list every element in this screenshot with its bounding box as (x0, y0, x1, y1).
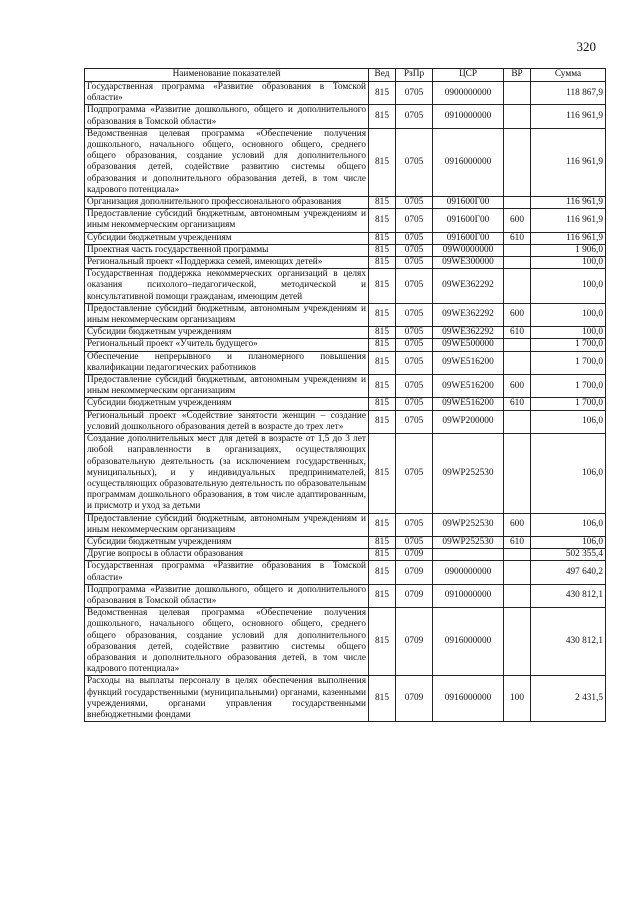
page-number: 320 (576, 39, 596, 54)
row-rzpr-cell: 0705 (396, 434, 433, 513)
row-sum-cell: 106,0 (531, 434, 606, 513)
row-sum-cell: 100,0 (531, 327, 606, 339)
row-rzpr-cell: 0705 (396, 209, 433, 232)
row-rzpr-cell: 0705 (396, 105, 433, 128)
table-row (85, 303, 606, 326)
row-csr-cell: 09WE362292 (433, 303, 504, 326)
row-ved-cell: 815 (369, 327, 396, 339)
row-ved-cell: 815 (369, 561, 396, 584)
header-csr: ЦСР (433, 69, 504, 82)
row-sum-cell: 430 812,1 (531, 608, 606, 676)
row-csr-cell: 0916000000 (433, 128, 504, 196)
row-rzpr-cell: 0705 (396, 375, 433, 398)
table-body (85, 82, 606, 722)
row-csr-cell: 09WE516200 (433, 351, 504, 374)
row-name-cell: Субсидии бюджетным учреждениям (85, 398, 369, 410)
table-row (85, 398, 606, 410)
row-vr-cell (504, 82, 531, 105)
row-ved-cell: 815 (369, 339, 396, 351)
table-row (85, 549, 606, 561)
row-sum-cell: 118 867,9 (531, 82, 606, 105)
row-sum-cell: 497 640,2 (531, 561, 606, 584)
row-csr-cell: 0910000000 (433, 584, 504, 607)
table-row (85, 513, 606, 536)
row-name-cell: Предоставление субсидий бюджетным, автономным учреждениям и иным некоммерческим организациям (85, 375, 369, 398)
row-name-cell: Ведомственная целевая программа «Обеспечение получения дошкольного, начального общего, основного общего, среднего общего образования, создание условий для дополнительного образования детей, содействие развитию системы общего образования и дополнительного образования детей, в том числе кадрового потенциала» (85, 128, 369, 196)
row-ved-cell: 815 (369, 303, 396, 326)
row-sum-cell: 1 700,0 (531, 375, 606, 398)
row-ved-cell: 815 (369, 82, 396, 105)
row-rzpr-cell: 0709 (396, 676, 433, 722)
row-name-cell: Обеспечение непрерывного и планомерного повышения квалификации педагогических работников (85, 351, 369, 374)
row-vr-cell: 610 (504, 232, 531, 244)
row-csr-cell: 09WE362292 (433, 327, 504, 339)
row-ved-cell: 815 (369, 584, 396, 607)
row-rzpr-cell: 0705 (396, 410, 433, 433)
row-ved-cell: 815 (369, 351, 396, 374)
row-name-cell: Ведомственная целевая программа «Обеспечение получения дошкольного, начального общего, основного общего, среднего общего образования, создание условий для дополнительного образования детей, содействие развитию системы общего образования и дополнительного образования детей, в том числе кадрового потенциала» (85, 608, 369, 676)
row-sum-cell: 1 700,0 (531, 398, 606, 410)
row-vr-cell (504, 197, 531, 209)
table-row (85, 584, 606, 607)
row-name-cell: Субсидии бюджетным учреждениям (85, 232, 369, 244)
table-header-row (85, 69, 606, 82)
row-csr-cell: 0916000000 (433, 608, 504, 676)
row-csr-cell: 091600Г00 (433, 197, 504, 209)
row-name-cell: Предоставление субсидий бюджетным, автономным учреждениям и иным некоммерческим организациям (85, 513, 369, 536)
row-ved-cell: 815 (369, 434, 396, 513)
row-vr-cell: 600 (504, 375, 531, 398)
row-rzpr-cell: 0705 (396, 257, 433, 269)
row-name-cell: Субсидии бюджетным учреждениям (85, 327, 369, 339)
row-name-cell: Региональный проект «Поддержка семей, имеющих детей» (85, 257, 369, 269)
row-ved-cell: 815 (369, 536, 396, 548)
table-row (85, 209, 606, 232)
row-csr-cell: 09WP252530 (433, 536, 504, 548)
row-vr-cell (504, 434, 531, 513)
row-sum-cell: 106,0 (531, 513, 606, 536)
row-sum-cell: 502 355,4 (531, 549, 606, 561)
row-vr-cell (504, 351, 531, 374)
row-rzpr-cell: 0705 (396, 398, 433, 410)
row-vr-cell (504, 105, 531, 128)
row-name-cell: Предоставление субсидий бюджетным, автономным учреждениям и иным некоммерческим организациям (85, 303, 369, 326)
row-ved-cell: 815 (369, 676, 396, 722)
row-csr-cell: 09WE500000 (433, 339, 504, 351)
row-rzpr-cell: 0705 (396, 244, 433, 256)
row-csr-cell: 09WE516200 (433, 398, 504, 410)
row-csr-cell: 09WE362292 (433, 269, 504, 304)
row-rzpr-cell: 0709 (396, 584, 433, 607)
row-csr-cell: 091600Г00 (433, 209, 504, 232)
row-ved-cell: 815 (369, 105, 396, 128)
row-rzpr-cell: 0705 (396, 351, 433, 374)
row-name-cell: Региональный проект «Учитель будущего» (85, 339, 369, 351)
row-vr-cell (504, 269, 531, 304)
row-vr-cell (504, 339, 531, 351)
row-name-cell: Подпрограмма «Развитие дошкольного, общего и дополнительного образования в Томской области» (85, 584, 369, 607)
row-rzpr-cell: 0705 (396, 327, 433, 339)
row-name-cell: Государственная поддержка некоммерческих организаций в целях оказания психолого–педагогической, методической и консультативной помощи гражданам, имеющим детей (85, 269, 369, 304)
row-sum-cell: 116 961,9 (531, 105, 606, 128)
row-vr-cell: 600 (504, 303, 531, 326)
row-ved-cell: 815 (369, 608, 396, 676)
row-sum-cell: 1 700,0 (531, 339, 606, 351)
row-sum-cell: 106,0 (531, 536, 606, 548)
row-ved-cell: 815 (369, 209, 396, 232)
budget-table (84, 68, 606, 722)
row-ved-cell: 815 (369, 232, 396, 244)
row-vr-cell (504, 584, 531, 607)
row-vr-cell: 610 (504, 327, 531, 339)
row-csr-cell: 09W0000000 (433, 244, 504, 256)
row-ved-cell: 815 (369, 257, 396, 269)
row-vr-cell: 600 (504, 209, 531, 232)
row-csr-cell: 09WP252530 (433, 513, 504, 536)
table-row (85, 257, 606, 269)
table-row (85, 339, 606, 351)
row-rzpr-cell: 0709 (396, 561, 433, 584)
row-name-cell: Расходы на выплаты персоналу в целях обеспечения выполнения функций государственными (муниципальными) органами, казенными учреждениями, органами управления государственными внебюджетными фондами (85, 676, 369, 722)
row-rzpr-cell: 0705 (396, 128, 433, 196)
table-row (85, 105, 606, 128)
row-rzpr-cell: 0709 (396, 549, 433, 561)
table-row (85, 232, 606, 244)
row-csr-cell: 091600Г00 (433, 232, 504, 244)
row-name-cell: Другие вопросы в области образования (85, 549, 369, 561)
table-row (85, 351, 606, 374)
table-row (85, 410, 606, 433)
row-sum-cell: 100,0 (531, 257, 606, 269)
row-sum-cell: 116 961,9 (531, 232, 606, 244)
row-csr-cell: 0916000000 (433, 676, 504, 722)
row-name-cell: Предоставление субсидий бюджетным, автономным учреждениям и иным некоммерческим организациям (85, 209, 369, 232)
row-vr-cell: 100 (504, 676, 531, 722)
row-csr-cell: 0910000000 (433, 105, 504, 128)
row-csr-cell: 0900000000 (433, 561, 504, 584)
row-vr-cell: 610 (504, 398, 531, 410)
row-rzpr-cell: 0705 (396, 513, 433, 536)
header-vr: ВР (504, 69, 531, 82)
row-name-cell: Государственная программа «Развитие образования в Томской области» (85, 82, 369, 105)
row-vr-cell (504, 608, 531, 676)
row-rzpr-cell: 0705 (396, 82, 433, 105)
row-vr-cell (504, 257, 531, 269)
row-sum-cell: 116 961,9 (531, 197, 606, 209)
row-sum-cell: 100,0 (531, 269, 606, 304)
table-row (85, 608, 606, 676)
header-ved: Вед (369, 69, 396, 82)
header-name: Наименование показателей (85, 69, 369, 82)
row-csr-cell: 09WP252530 (433, 434, 504, 513)
header-rzpr: РзПр (396, 69, 433, 82)
row-csr-cell (433, 549, 504, 561)
table-row (85, 676, 606, 722)
row-csr-cell: 0900000000 (433, 82, 504, 105)
row-ved-cell: 815 (369, 410, 396, 433)
row-name-cell: Организация дополнительного профессионального образования (85, 197, 369, 209)
row-sum-cell: 2 431,5 (531, 676, 606, 722)
table-row (85, 375, 606, 398)
row-rzpr-cell: 0705 (396, 269, 433, 304)
row-csr-cell: 09WE516200 (433, 375, 504, 398)
row-vr-cell: 610 (504, 536, 531, 548)
row-name-cell: Государственная программа «Развитие образования в Томской области» (85, 561, 369, 584)
row-name-cell: Подпрограмма «Развитие дошкольного, общего и дополнительного образования в Томской области» (85, 105, 369, 128)
table-row (85, 128, 606, 196)
table-row (85, 269, 606, 304)
row-name-cell: Региональный проект «Содействие занятости женщин – создание условий дошкольного образования детей в возрасте до трех лет» (85, 410, 369, 433)
table-row (85, 327, 606, 339)
row-name-cell: Субсидии бюджетным учреждениям (85, 536, 369, 548)
row-sum-cell: 1 700,0 (531, 351, 606, 374)
row-rzpr-cell: 0705 (396, 303, 433, 326)
row-vr-cell (504, 244, 531, 256)
row-csr-cell: 09WP200000 (433, 410, 504, 433)
row-rzpr-cell: 0705 (396, 339, 433, 351)
header-sum: Сумма (531, 69, 606, 82)
row-ved-cell: 815 (369, 398, 396, 410)
row-rzpr-cell: 0705 (396, 536, 433, 548)
row-vr-cell (504, 549, 531, 561)
row-ved-cell: 815 (369, 549, 396, 561)
row-vr-cell: 600 (504, 513, 531, 536)
row-sum-cell: 100,0 (531, 303, 606, 326)
table-row (85, 536, 606, 548)
row-rzpr-cell: 0705 (396, 232, 433, 244)
table-row (85, 561, 606, 584)
row-sum-cell: 430 812,1 (531, 584, 606, 607)
row-ved-cell: 815 (369, 375, 396, 398)
row-ved-cell: 815 (369, 244, 396, 256)
row-rzpr-cell: 0705 (396, 197, 433, 209)
row-name-cell: Создание дополнительных мест для детей в возрасте от 1,5 до 3 лет любой направленности в организациях, осуществляющих образовательную деятельность (за исключением государственных, муниципальных), и у индивидуальных предпринимателей, осуществляющих образовательную деятельность по образовательным программам дошкольного образования, в том числе адаптированным, и присмотр и уход за детьми (85, 434, 369, 513)
row-ved-cell: 815 (369, 513, 396, 536)
row-sum-cell: 116 961,9 (531, 128, 606, 196)
row-sum-cell: 106,0 (531, 410, 606, 433)
table-row (85, 82, 606, 105)
table-row (85, 434, 606, 513)
row-ved-cell: 815 (369, 197, 396, 209)
table-row (85, 197, 606, 209)
row-ved-cell: 815 (369, 128, 396, 196)
row-vr-cell (504, 561, 531, 584)
row-vr-cell (504, 128, 531, 196)
row-sum-cell: 116 961,9 (531, 209, 606, 232)
row-sum-cell: 1 906,0 (531, 244, 606, 256)
row-vr-cell (504, 410, 531, 433)
row-name-cell: Проектная часть государственной программы (85, 244, 369, 256)
row-rzpr-cell: 0709 (396, 608, 433, 676)
row-csr-cell: 09WE300000 (433, 257, 504, 269)
table-row (85, 244, 606, 256)
row-ved-cell: 815 (369, 269, 396, 304)
